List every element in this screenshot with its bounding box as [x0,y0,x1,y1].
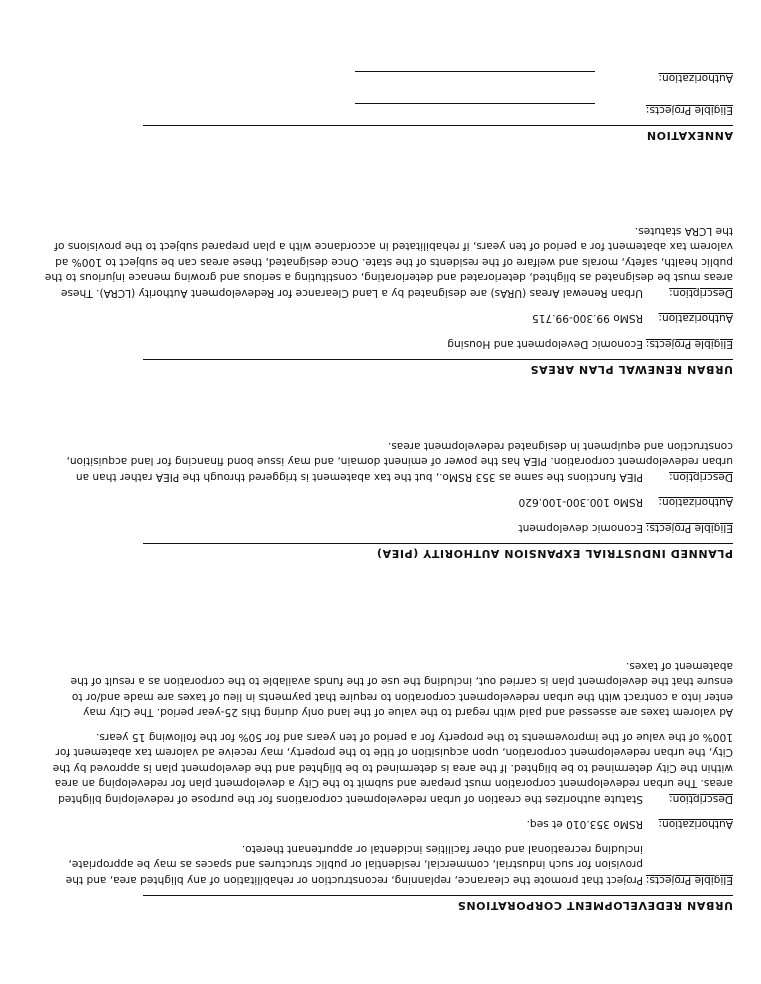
section-annexation [29,67,733,142]
description-row [29,729,733,807]
section-heading: PLANNED INDUSTRIAL EXPANSION AUTHORITY (PIEA) [143,543,733,560]
section-urban-redevelopment [29,658,733,913]
authorization-value: RSMo 353.010 et seq. [526,818,643,831]
eligible-projects-label: Eligible Projects: [645,874,733,886]
description-value: Statute authorizes the creation of urban redevelopment corporations for the purpose of redeveloping blighted areas. The urban redevelopment corporation must prepare and submit to the City a development plan for redeveloping an area within the City determined to be blighted. If the area is determined to be blighted and the development plan is approved by the City, the urban redevelopment corporation, upon acquisition of title to the property, may receive ad valorem tax abatement for 100% of the value of the improvements to the property for a period of ten years and for 50% for the following 15 years. [52,731,733,805]
eligible-projects-value: Economic development [518,522,643,534]
section-urban-renewal [29,223,733,377]
description-value: PIEA functions the same as 353 RSMo., but the tax abatement is triggered through the PIEA rather than an urban redevelopment corporation. PIEA has the power of eminent domain, and may issue bond financing for land acquisition, construction and equipment in designated redevelopment areas. [66,440,733,483]
section-heading: ANNEXATION [143,125,733,142]
description-row [29,438,733,485]
eligible-projects-label: Eligible Projects: [645,338,733,350]
description-paragraph: Ad valorem taxes are assessed and paid with regard to the value of the land only during this 25-year period. The City may enter into a contract with the urban redevelopment corporation to require that payments in lieu of taxes are made and/or to ensure that the development plan is carried out, including the use of the funds available to the corporation as a result of the abatement of taxes. [70,660,733,719]
eligible-projects-label: Eligible Projects: [645,104,733,116]
authorization-row [29,67,733,85]
authorization-label: Authorization: [658,312,733,325]
eligible-projects-row [29,520,733,536]
description-label: Description: [669,287,733,299]
description-label: Description: [669,471,733,483]
authorization-value: RSMo 100.300-100.620 [518,496,643,509]
section-piea [29,438,733,561]
authorization-label: Authorization: [658,818,733,831]
eligible-projects-label: Eligible Projects: [645,522,733,534]
eligible-projects-row [29,841,733,888]
description-label: Description: [669,793,733,805]
section-heading: URBAN REDEVELOPMENT CORPORATIONS [143,895,733,912]
authorization-label: Authorization: [658,72,733,84]
authorization-row [29,816,733,832]
eligible-projects-row [29,336,733,352]
authorization-value: RSMo 99.300-99.715 [531,312,643,325]
description-value: Urban Renewal Areas (URAs) are designated by a Land Clearance for Redevelopment Authority (LCRA). These areas must be designated as blighted, deteriorated and deteriorating, constituting a serious and growing menace injurious to the public health, safety, morals and welfare of the residents of the state. Once designated, these areas can be subject to 100% ad valorem tax abatement for a period of ten years, if rehabilitated in accordance with a plan prepared subject to the provisions of the LCRA statutes. [44,225,733,299]
eligible-projects-value: Project that promote the clearance, replanning, reconstruction or rehabilitation of any blighted area, and the provision for such industrial, commercial, residential or public structures and spaces as may be appropriate, including recreational and other facilities incidental or appurtenant thereto. [65,843,643,886]
authorization-row [29,310,733,326]
description-row [29,223,733,301]
authorization-label: Authorization: [658,496,733,509]
eligible-projects-row [29,99,733,117]
eligible-projects-blank-line [355,103,595,104]
eligible-projects-value: Economic Development and Housing [447,338,643,350]
authorization-blank-line [355,71,595,72]
authorization-row [29,494,733,510]
section-heading: URBAN RENEWAL PLAN AREAS [143,359,733,376]
